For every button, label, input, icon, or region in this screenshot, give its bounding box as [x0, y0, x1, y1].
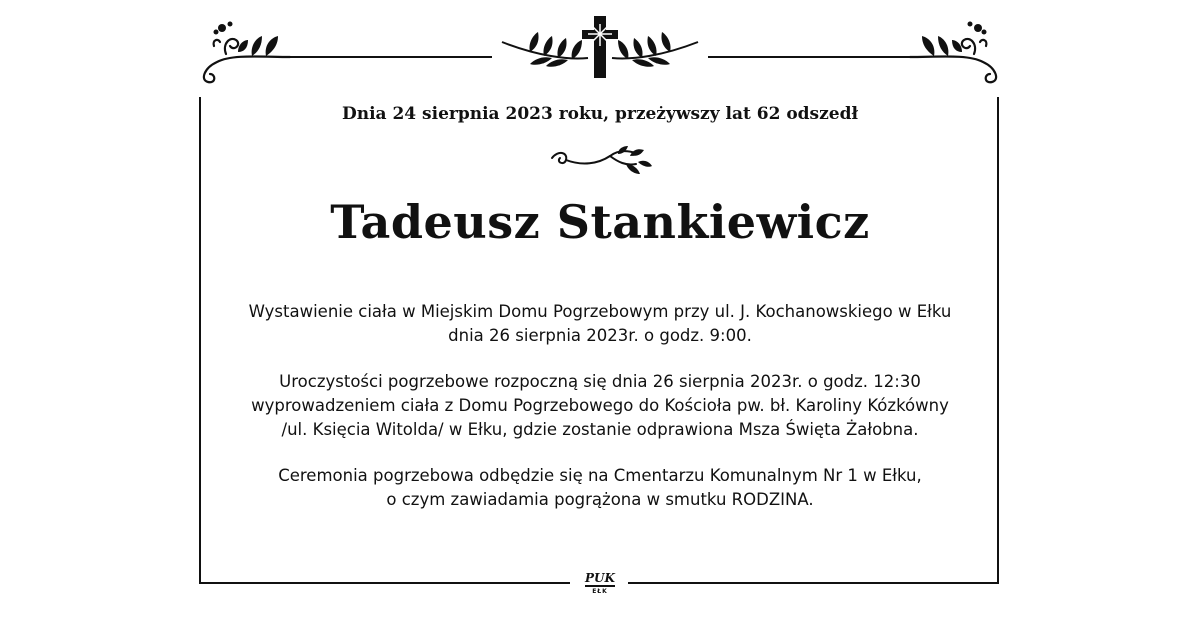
frame-top-line-left — [290, 56, 492, 58]
frame-right-border — [997, 97, 999, 584]
text-line: wyprowadzeniem ciała z Domu Pogrzebowego do Kościoła pw. bł. Karoliny Kózkówny — [251, 396, 949, 415]
text-line: o czym zawiadamia pogrążona w smutku RODZINA. — [386, 490, 814, 509]
text-line: /ul. Księcia Witolda/ w Ełku, gdzie zostanie odprawiona Msza Święta Żałobna. — [281, 420, 919, 439]
text-line: Ceremonia pogrzebowa odbędzie się na Cmentarzu Komunalnym Nr 1 w Ełku, — [278, 466, 922, 485]
puk-logo — [577, 572, 623, 600]
deceased-name: Tadeusz Stankiewicz — [330, 195, 870, 249]
text-line: Wystawienie ciała w Miejskim Domu Pogrzebowym przy ul. J. Kochanowskiego w Ełku — [248, 302, 952, 321]
frame-left-border — [199, 97, 201, 584]
vine-divider-icon — [548, 144, 652, 178]
ceremony-paragraph — [205, 370, 995, 442]
death-announcement-line: Dnia 24 sierpnia 2023 roku, przeżywszy lat 62 odszedł — [341, 104, 859, 124]
frame-bottom-border-right — [628, 582, 999, 584]
text-line: Uroczystości pogrzebowe rozpoczną się dnia 26 sierpnia 2023r. o godz. 12:30 — [279, 372, 921, 391]
corner-flourish-right-icon — [908, 18, 1008, 86]
burial-paragraph — [205, 464, 995, 512]
frame-top-line-right — [708, 56, 910, 58]
frame-bottom-border-left — [199, 582, 570, 584]
funeral-details — [205, 300, 995, 534]
viewing-paragraph — [205, 300, 995, 348]
text-line: dnia 26 sierpnia 2023r. o godz. 9:00. — [448, 326, 752, 345]
corner-flourish-left-icon — [192, 18, 292, 86]
logo-bar — [585, 585, 615, 587]
logo-main-text: PUK — [585, 571, 615, 585]
cross-with-laurel-icon — [498, 12, 702, 82]
logo-sub-text: EŁK — [592, 588, 608, 595]
